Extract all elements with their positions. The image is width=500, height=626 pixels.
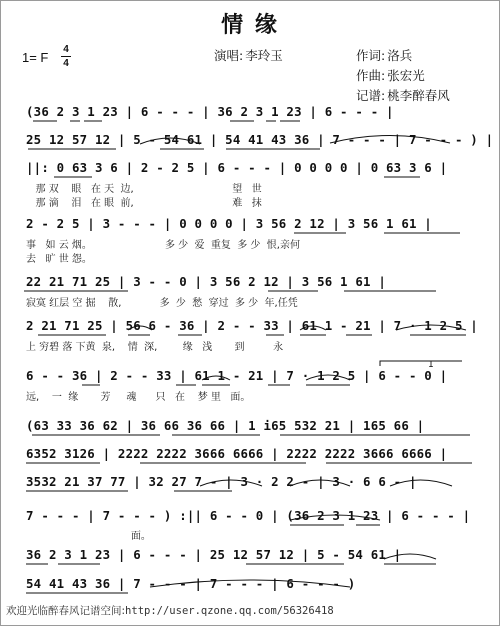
lyricist-credit (356, 46, 412, 64)
singer-label: 演唱: (214, 48, 244, 63)
transcriber-name: 桃李醉春风 (387, 88, 450, 103)
score-line-2: 25 12 57 12 | 5 - 54 61 | 54 41 43 36 | 7 - - - | 7 - - - ) | (26, 132, 494, 147)
footer-credit (6, 603, 334, 618)
page-title: 情 缘 (221, 12, 279, 38)
key-signature: 1= F (22, 50, 49, 65)
score-line-8: (63 33 36 62 | 36 66 36 66 | 1 i65 532 21 | 165 66 | (26, 418, 425, 433)
lyric-line-7: 远, 一 缘 芳 魂 只 在 梦 里 面。 (26, 392, 251, 403)
composer-credit (356, 66, 425, 84)
score-line-9: 6352 3126 | 2222 2222 3666 6666 | 2222 2222 3666 6666 | (26, 446, 448, 461)
lyric-line-4b: 去 旷 世 怨。 (26, 254, 92, 265)
score-line-12: 36 2 3 1 23 | 6 - - - | 25 12 57 12 | 5 - 54 61 | (26, 547, 402, 562)
footer-url: http://user.qzone.qq.com/56326418 (125, 605, 334, 617)
lyric-line-5: 寂寞 红层 空 掘 散, 多 少 愁 穿过 多 少 年,任凭 (26, 298, 298, 309)
singer-credit (214, 46, 283, 64)
score-line-3: ||: 0 63 3 6 | 2 - 2 5 | 6 - - - | 0 0 0 0 | 0 63 3 6 | (26, 160, 448, 175)
lyric-line-3b: 那 滴 泪 在 眼 前, 难 抹 (26, 198, 262, 209)
score-line-13: 54 41 43 36 | 7 - - - | 7 - - - | 6 - - - ) (26, 576, 356, 591)
time-signature-bottom: 4 (63, 58, 69, 69)
transcriber-label: 记谱: (356, 88, 386, 103)
time-signature (60, 44, 72, 69)
lyric-line-6: 上 穷碧 落 下黄 泉, 情 深, 缘 浅 到 永 (26, 342, 284, 353)
score-line-4: 2 - 2 5 | 3 - - - | 0 0 0 0 | 3 56 2 12 | 3 56 1 61 | (26, 216, 432, 231)
score-line-11: 7 - - - | 7 - - - ) :|| 6 - - 0 | (36 2 3 1 23 | 6 - - - | (26, 508, 471, 523)
volta-number: 1 (428, 360, 434, 370)
lyricist-label: 作词: (356, 48, 386, 63)
composer-name: 张宏光 (387, 68, 425, 83)
footer-prefix: 欢迎光临醉春风记谱空间: (6, 605, 126, 617)
lyricist-name: 洛兵 (387, 48, 413, 63)
lyric-line-4a: 事 如 云 烟。 多 少 爱 重复 多 少 恨,亲何 (26, 240, 300, 251)
score-line-1: (36 2 3 1 23 | 6 - - - | 36 2 3 1 23 | 6 - - - | (26, 104, 394, 119)
score-line-10: 3532 21 37 77 | 32 27 7 - | 3 · 2 2 - | 3 · 6 6 - | (26, 474, 417, 489)
composer-label: 作曲: (356, 68, 386, 83)
transcriber-credit (356, 86, 450, 104)
time-signature-divider (61, 56, 71, 57)
lyric-line-3a: 那 双 眼 在 天 边, 望 世 (26, 184, 262, 195)
score-line-5: 22 21 71 25 | 3 - - 0 | 3 56 2 12 | 3 56 1 61 | (26, 274, 387, 289)
score-line-6: 2 21 71 25 | 56 6 - 36 | 2 - - 33 | 61 1 - 21 | 7 · 1 2 5 | (26, 318, 478, 333)
singer-name: 李玲玉 (245, 48, 283, 63)
time-signature-top: 4 (63, 44, 69, 55)
lyric-line-11: 面。 (26, 531, 151, 542)
score-line-7: 6 - - 36 | 2 - - 33 | 61 1 - 21 | 7 · 1 2 5 | 6 - - 0 | (26, 368, 448, 383)
